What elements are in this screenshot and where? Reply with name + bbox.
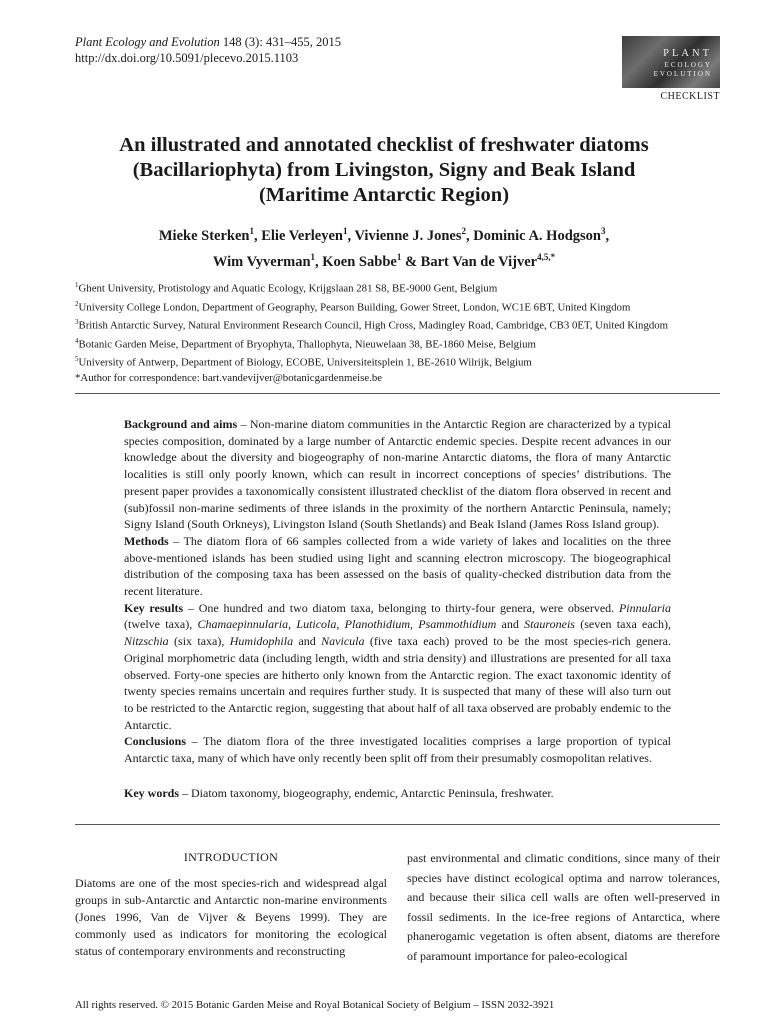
author-affil-ref: 1 <box>310 251 316 262</box>
abstract <box>124 416 671 767</box>
body-paragraph: Diatoms are one of the most species-rich and widespread algal groups in sub-Antarctic and Antarctic non-marine environments (Jones 1996, Van de Vijver & Beyens 1999). They are commonly used as indicators for monitoring the ecological status of contemporary environments and reconstructing <box>75 875 387 958</box>
author-affil-ref: 1 <box>249 226 254 236</box>
genus-name: Psammothidium <box>418 617 497 632</box>
abstract-background: Background and aims – Non-marine diatom communities in the Antarctic Region are characterized by a typical species composition, dominated by a large number of Antarctic endemic species. Despite recent advances in our knowledge about the diversity and biogeography of non-marine Antarctic diatoms, the flora of many Antarctic localities is still only poorly known, which can result in incorrect conceptions of species’ distributions. The present paper provides a taxonomically consistent illustrated checklist of the diatom flora observed in recent and (sub)fossil non-marine sediments of three islands in the proximity of the northern Antarctic Peninsula, namely; Signy Island (South Orkneys), Livingston Island (South Shetlands) and Beak Island (James Ross Island group). <box>124 417 671 532</box>
genus-name: Luticola <box>296 617 337 632</box>
abstract-conclusions: Conclusions – The diatom flora of the three investigated localities comprises a large proportion of typical Antarctic taxa, many of which have only recently been split off from their presumably cosmopolitan relatives. <box>124 734 671 766</box>
results-text: (twelve taxa), <box>124 617 198 632</box>
author-list: Mieke Sterken$^1$, Elie Verleyen$^1$, Vivienne J. Jones$^2$, Dominic A. Hodgson$^3$, Wim Vyverman$^1$, Koen Sabbe$^1$ & Bart Van de Vijver$^{4,5,*}$ <box>158 226 610 270</box>
journal-citation <box>75 34 341 66</box>
body-paragraph: past environmental and climatic conditions, since many of their species have distinct ecological optima and narrow tolerances, and because their silica cell walls are often well-preserved in fossil sediments. In the ice-free regions of Antarctica, where phanerogamic vegetation is often absent, diatoms are therefore of paramount importance for paleo-ecological <box>407 851 720 963</box>
section-divider <box>75 393 720 394</box>
title-line: (Maritime Antarctic Region) <box>258 184 510 206</box>
author-name: Vivienne J. Jones <box>354 227 462 244</box>
results-text: , <box>410 617 419 632</box>
abstract-key-results: Key results – One hundred and two diatom taxa, belonging to thirty-four genera, were observed. Pinnularia (twelve taxa), Chamaepinnularia, Luticola, Planothidium, Psammothidium and Stauroneis (seven taxa each), Nitzschia (six taxa), Humidophila and Navicula (five taxa each) proved to be the most species-rich genera. Original morphometric data (including length, width and stria density) and illustrations are presented for all taxa observed. Forty-one species are hitherto only known from the Antarctic region. The exact taxonomic identity of twenty species remains uncertain and requires further study. It is suspected that many of these will also turn out to be restricted to the Antarctic region, suggesting that about half of all taxa observed are probably endemic to the Antarctic. <box>124 600 672 732</box>
affiliation-line: $^2$University College London, Department of Geography, Pearson Building, Gower Street, London, WC1E 6BT, United Kingdom <box>75 299 631 314</box>
article-type-label: CHECKLIST <box>660 91 720 102</box>
logo-text-plant: PLANT <box>663 48 712 59</box>
affiliation-line: $^1$Ghent University, Protistology and Aquatic Ecology, Krijgslaan 281 S8, BE-9000 Gent, Belgium <box>75 281 498 295</box>
body-column-left <box>75 849 387 959</box>
journal-logo <box>622 36 720 88</box>
genus-name: Nitzschia <box>124 634 169 649</box>
results-text: , <box>288 617 297 632</box>
results-text: , <box>336 617 345 632</box>
author-affil-ref: 1 <box>343 226 348 236</box>
author-affil-ref: 3 <box>600 226 606 236</box>
results-text: (five taxa each) proved to be the most species-rich genera. Original morphometric data (including length, width and stria density) and illustrations are presented for all taxa observed. Forty-one species are hitherto only known from the Antarctic region. The exact taxonomic identity of twenty species remains uncertain and requires further study. It is suspected that many of these will also turn out to be restricted to the Antarctic region, suggesting that about half of all taxa observed are probably endemic to the Antarctic. <box>124 634 672 732</box>
results-text: and <box>293 634 322 649</box>
correspondence-line[interactable]: *Author for correspondence: bart.vandevijver@botanicgardenmeise.be <box>75 371 383 384</box>
author-affil-ref: 4,5,* <box>537 251 556 262</box>
journal-name: Plant Ecology and Evolution <box>75 35 220 49</box>
author-name: Bart Van de Vijver <box>420 253 538 270</box>
keywords: Key words – Diatom taxonomy, biogeography, endemic, Antarctic Peninsula, freshwater. <box>124 786 554 800</box>
author-name: Elie Verleyen <box>261 227 343 244</box>
affiliation-line: $^3$British Antarctic Survey, Natural Environment Research Council, High Cross, Madingley Road, Cambridge, CB3 0ET, United Kingdom <box>75 318 669 332</box>
author-name: Wim Vyverman <box>212 253 311 270</box>
logo-text-evolution: EVOLUTION <box>653 70 712 78</box>
genus-name: Humidophila <box>229 634 294 649</box>
abstract-methods: Methods – The diatom flora of 66 samples collected from a wide variety of lakes and localities on the three above-mentioned islands has been studied using light and scanning electron microscopy. The biogeographical distribution of the composing taxa has been assessed on the basis of quality-checked distribution data from the recent literature. <box>124 533 671 599</box>
doi-link[interactable]: http://dx.doi.org/10.5091/plecevo.2015.1103 <box>75 51 299 65</box>
genus-name: Stauroneis <box>524 617 575 632</box>
affiliation-line: $^4$Botanic Garden Meise, Department of Bryophyta, Thallophyta, Nieuwelaan 38, BE-1860 Meise, Belgium <box>75 336 536 351</box>
results-text: and <box>496 617 525 632</box>
genus-name: Pinnularia <box>618 600 671 615</box>
genus-name: Planothidium <box>344 617 410 632</box>
genus-name: Navicula <box>321 634 365 649</box>
article-title <box>100 133 668 208</box>
results-text: (seven taxa each), <box>574 617 671 632</box>
citation-volume: 148 (3): 431–455, 2015 <box>219 35 341 49</box>
author-name: Mieke Sterken <box>158 227 250 244</box>
section-divider <box>75 824 720 825</box>
body-column-right <box>407 849 720 966</box>
title-line: (Bacillariophyta) from Livingston, Signy and Beak Island <box>132 159 636 181</box>
genus-name: Chamaepinnularia <box>197 617 289 632</box>
affiliations <box>75 278 668 386</box>
results-text: – One hundred and two diatom taxa, belonging to thirty-four genera, were observed. <box>183 600 619 615</box>
author-name: Dominic A. Hodgson <box>473 227 601 244</box>
affiliation-line: $^5$University of Antwerp, Department of Biology, ECOBE, Universiteitsplein 1, BE-2610 Wilrijk, Belgium <box>75 355 532 369</box>
author-name: Koen Sabbe <box>322 253 397 270</box>
section-heading: INTRODUCTION <box>183 850 279 864</box>
author-affil-ref: 1 <box>396 251 402 262</box>
copyright-footer: All rights reserved. © 2015 Botanic Garden Meise and Royal Botanical Society of Belgium – ISSN 2032-3921 <box>75 999 555 1011</box>
author-affil-ref: 2 <box>461 226 467 236</box>
title-line: An illustrated and annotated checklist of freshwater diatoms <box>119 134 649 156</box>
results-text: (six taxa), <box>168 634 230 649</box>
logo-text-ecology: ECOLOGY <box>664 61 712 69</box>
